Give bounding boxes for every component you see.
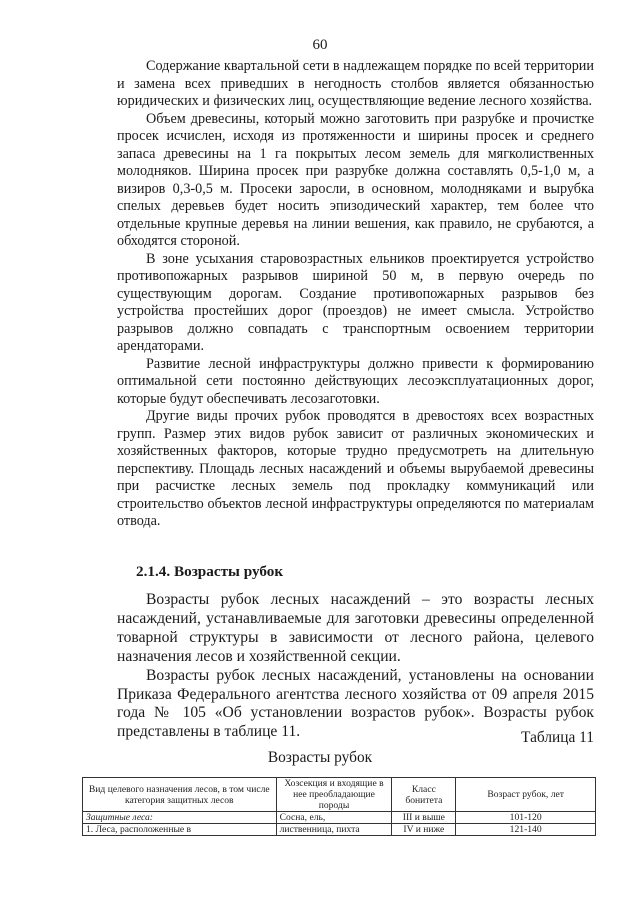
paragraph: Возрасты рубок лесных насаждений, установлены на основании Приказа Федерального агентства лесного хозяйства от 09 апреля 2015 года № 105 «Об установлении возрастов рубок». Возрасты рубок представлены в таблице 11. [117,666,594,741]
body-text [117,58,594,531]
paragraph: Объем древесины, который можно заготовить при разрубке и прочистке просек исчислен, исходя из протяженности и ширины просек и среднего запаса древесины на 1 га покрытых лесом земель для мягколиственных молодняков. Ширина просек при разрубке должна составлять 0,5-1,0 м, а визиров 0,3-0,5 м. Просеки заросли, в основном, молодняками и вырубка спелых деревьев будет носить эпизодический характер, тем более что отдельные крупные деревья на линии вешения, как правило, не срубаются, а обходятся стороной. [117,110,594,249]
table-cell: 101-120 [456,812,596,824]
table-cell: Сосна, ель, [276,812,392,824]
table-cell: IV и ниже [392,824,456,836]
table-title: Возрасты рубок [267,749,373,766]
page-number: 60 [312,37,328,53]
table-row [83,824,596,836]
table-cell: Защитные леса: [83,812,277,824]
table-header: Хозсекция и входящие в нее преобладающие породы [276,778,392,812]
section-heading: 2.1.4. Возрасты рубок [136,563,284,580]
paragraph: Другие виды прочих рубок проводятся в древостоях всех возрастных групп. Размер этих видов рубок зависит от различных экономических и хозяйственных факторов, которые трудно предусмотреть на длительную перспективу. Площадь лесных насаждений и объемы вырубаемой древесины при расчистке лесных земель под прокладку коммуникаций или строительство объектов лесной инфраструктуры определяются по материалам отвода. [117,408,594,529]
table-header: Класс бонитета [392,778,456,812]
section-text [117,591,594,742]
paragraph: Развитие лесной инфраструктуры должно привести к формированию оптимальной сети постоянно действующих лесоэксплуатационных дорог, которые будут обеспечивать лесозаготовки. [117,355,594,407]
paragraph: Содержание квартальной сети в надлежащем порядке по всей территории и замена всех приведших в негодность столбов является обязанностью юридических и физических лиц, осуществляющие ведение лесного хозяйства. [117,58,594,109]
table-row [83,812,596,824]
table-cell: лиственница, пихта [276,824,392,836]
table-cell: 121-140 [456,824,596,836]
paragraph: Возрасты рубок лесных насаждений – это возрасты лесных насаждений, устанавливаемые для заготовки древесины определенной товарной структуры в зависимости от лесного района, целевого назначения лесов и хозяйственной секции. [117,591,594,665]
table-header: Возраст рубок, лет [456,778,596,812]
table-header-row [83,778,596,812]
cutting-age-table [82,777,596,836]
table-label: Таблица 11 [521,729,594,746]
paragraph: В зоне усыхания старовозрастных ельников проектируется устройство противопожарных разрывов шириной 50 м, в первую очередь по существующим дорогам. Создание противопожарных разрывов без устройства простейших дорог (проездов) не имеет смысла. Устройство разрывов должно совпадать с транспортным освоением территории арендаторами. [117,250,594,354]
table-header: Вид целевого назначения лесов, в том числе категория защитных лесов [83,778,277,812]
table-cell: III и выше [392,812,456,824]
table-cell: 1. Леса, расположенные в [83,824,277,836]
